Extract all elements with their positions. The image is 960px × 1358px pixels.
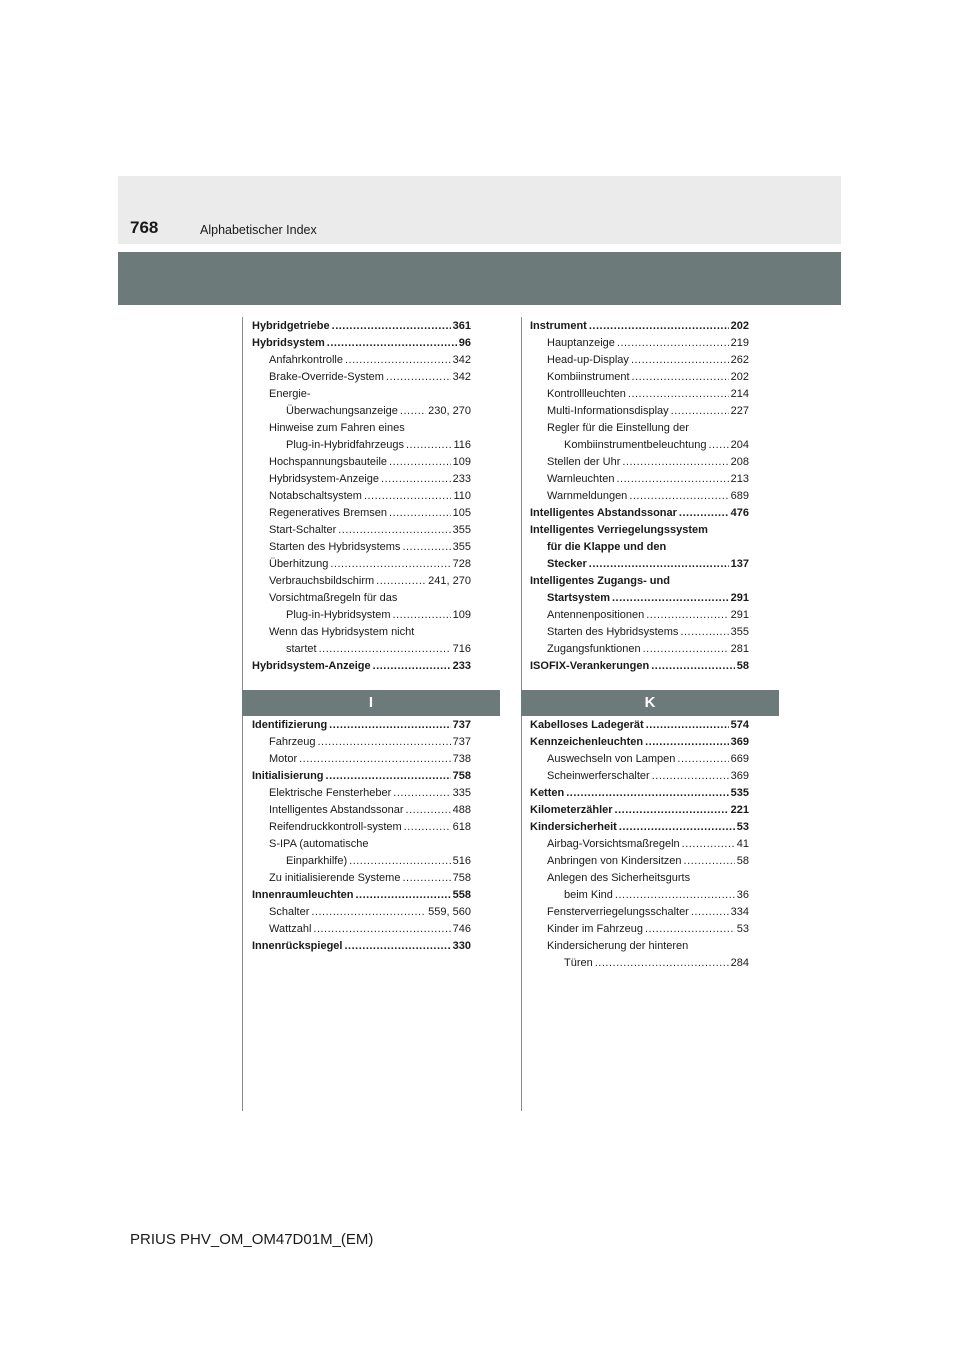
dot-leader (645, 921, 735, 938)
page-reference: 291 (730, 609, 749, 621)
page-reference: 716 (452, 643, 471, 655)
index-entry (530, 556, 749, 573)
page-reference: 516 (452, 855, 471, 867)
dot-leader (406, 437, 451, 454)
index-term: Hybridgetriebe (252, 320, 330, 332)
index-term: Startsystem (547, 592, 610, 604)
index-entry (252, 420, 471, 437)
page-reference: 53 (736, 821, 749, 833)
dot-leader (332, 318, 451, 335)
index-entry (530, 717, 749, 734)
page-reference: 281 (730, 643, 749, 655)
index-entry (252, 768, 471, 785)
page-reference: 369 (730, 736, 749, 748)
index-entry (530, 471, 749, 488)
index-column-right-top (530, 318, 749, 675)
index-entry (252, 921, 471, 938)
dot-leader (299, 751, 451, 768)
page-reference: 53 (736, 923, 749, 935)
dot-leader (622, 454, 728, 471)
index-entry (252, 853, 471, 870)
index-entry (530, 573, 749, 590)
index-entry (530, 751, 749, 768)
index-term: für die Klappe und den (547, 541, 667, 553)
index-term: Hinweise zum Fahren eines (269, 422, 405, 434)
dot-leader (595, 955, 729, 972)
page-reference: 738 (452, 753, 471, 765)
dot-leader (566, 785, 728, 802)
dot-leader (651, 658, 735, 675)
index-entry (252, 505, 471, 522)
dot-leader (381, 471, 451, 488)
page-reference: 476 (730, 507, 749, 519)
dot-leader (645, 734, 729, 751)
index-term: Anfahrkontrolle (269, 354, 343, 366)
index-entry (252, 386, 471, 403)
index-term: Intelligentes Verriegelungssystem (530, 524, 708, 536)
index-entry (252, 437, 471, 454)
index-term: Scheinwerferschalter (547, 770, 650, 782)
page-reference: 574 (730, 719, 749, 731)
index-entry (530, 335, 749, 352)
page-reference: 202 (730, 371, 749, 383)
page-reference: 737 (452, 736, 471, 748)
dot-leader (311, 904, 426, 921)
page-reference: 96 (458, 337, 471, 349)
index-entry (530, 505, 749, 522)
dot-leader (406, 802, 451, 819)
index-entry (530, 785, 749, 802)
dot-leader (326, 768, 451, 785)
index-column-left-top (252, 318, 471, 675)
index-entry (530, 539, 749, 556)
dot-leader (327, 335, 457, 352)
page-reference: 105 (452, 507, 471, 519)
index-term: Airbag-Vorsichtsmaßregeln (547, 838, 680, 850)
index-entry (252, 369, 471, 386)
dot-leader (684, 853, 735, 870)
page-reference: 214 (730, 388, 749, 400)
page-reference: 233 (452, 473, 471, 485)
index-entry (252, 887, 471, 904)
index-term: Innenraumleuchten (252, 889, 354, 901)
dot-leader (389, 454, 451, 471)
index-term: Kombiinstrument (547, 371, 630, 383)
index-entry (252, 734, 471, 751)
dot-leader (345, 352, 451, 369)
dot-leader (616, 471, 728, 488)
page-reference: 330 (452, 940, 471, 952)
index-entry (530, 734, 749, 751)
dot-leader (619, 819, 735, 836)
dot-leader (671, 403, 729, 420)
index-entry (252, 539, 471, 556)
dot-leader (646, 717, 729, 734)
index-entry (530, 386, 749, 403)
page-number: 768 (130, 218, 159, 237)
dot-leader (364, 488, 452, 505)
index-term: Hybridsystem-Anzeige (252, 660, 371, 672)
index-entry (530, 488, 749, 505)
index-entry (530, 887, 749, 904)
page-reference: 58 (736, 855, 749, 867)
index-term: Verbrauchsbildschirm (269, 575, 375, 587)
index-entry (252, 607, 471, 624)
page-reference: 36 (736, 889, 749, 901)
dot-leader (615, 887, 735, 904)
page-reference: 116 (453, 439, 471, 451)
page-reference: 728 (452, 558, 471, 570)
dot-leader (646, 607, 728, 624)
dot-leader (628, 386, 729, 403)
index-term: Brake-Override-System (269, 371, 384, 383)
index-term: startet (286, 643, 317, 655)
index-entry (530, 938, 749, 955)
index-term: Auswechseln von Lampen (547, 753, 676, 765)
index-entry (530, 955, 749, 972)
dot-leader (589, 318, 729, 335)
page-reference: 335 (452, 787, 471, 799)
index-term: Instrument (530, 320, 587, 332)
index-term: Kennzeichenleuchten (530, 736, 644, 748)
index-entry (530, 921, 749, 938)
index-entry (530, 819, 749, 836)
dot-leader (338, 522, 450, 539)
page-reference: 669 (730, 753, 749, 765)
index-entry (252, 785, 471, 802)
page-reference: 109 (452, 456, 471, 468)
page-reference: 58 (736, 660, 749, 672)
page-reference: 109 (452, 609, 471, 621)
index-entry (530, 522, 749, 539)
dot-leader (677, 751, 728, 768)
index-column-left-bottom (252, 717, 471, 955)
index-entry (530, 437, 749, 454)
page-reference: 535 (730, 787, 749, 799)
index-term: Start-Schalter (269, 524, 337, 536)
index-term: Intelligentes Abstandssonar (269, 804, 404, 816)
index-entry (252, 454, 471, 471)
index-entry (252, 938, 471, 955)
dot-leader (631, 352, 729, 369)
index-entry (252, 573, 471, 590)
index-entry (530, 802, 749, 819)
index-term: Elektrische Fensterheber (269, 787, 392, 799)
index-term: Starten des Hybridsystems (269, 541, 401, 553)
page-reference: 618 (452, 821, 471, 833)
index-term: Plug-in-Hybridfahrzeugs (286, 439, 404, 451)
index-entry (252, 870, 471, 887)
letter-heading-k: K (521, 690, 779, 716)
index-term: Kinder im Fahrzeug (547, 923, 643, 935)
index-entry (530, 870, 749, 887)
dot-leader (376, 573, 426, 590)
index-term: Schalter (269, 906, 310, 918)
letter-heading-i: I (242, 690, 500, 716)
index-term: Kabelloses Ladegerät (530, 719, 644, 731)
page-reference: 355 (730, 626, 749, 638)
dot-leader (313, 921, 450, 938)
index-term: Vorsichtmaßregeln für das (269, 592, 398, 604)
index-term: Hauptanzeige (547, 337, 615, 349)
index-term: Kilometerzähler (530, 804, 613, 816)
index-term: Starten des Hybridsystems (547, 626, 679, 638)
index-term: Einparkhilfe) (286, 855, 348, 867)
dot-leader (400, 403, 426, 420)
index-term: Fensterverriegelungsschalter (547, 906, 689, 918)
dot-leader (373, 658, 451, 675)
index-term: Motor (269, 753, 298, 765)
page-reference: 230, 270 (428, 405, 471, 417)
index-entry (252, 641, 471, 658)
index-entry (252, 335, 471, 352)
page-reference: 737 (452, 719, 471, 731)
dot-leader (691, 904, 729, 921)
index-entry (252, 717, 471, 734)
index-term: Energie- (269, 388, 311, 400)
dot-leader (402, 539, 450, 556)
page-reference: 233 (452, 660, 471, 672)
index-term: Warnleuchten (547, 473, 615, 485)
page-reference: 137 (730, 558, 749, 570)
index-entry (252, 751, 471, 768)
page-reference: 361 (452, 320, 471, 332)
index-term: Hochspannungsbauteile (269, 456, 388, 468)
page-reference: 221 (730, 804, 749, 816)
index-entry (530, 658, 749, 675)
index-term: Kindersicherung der hinteren (547, 940, 689, 952)
page-reference: 284 (730, 957, 749, 969)
header-dark-band (118, 252, 841, 305)
index-entry (252, 904, 471, 921)
page-reference: 559, 560 (428, 906, 471, 918)
index-entry (252, 488, 471, 505)
section-title: Alphabetischer Index (200, 223, 317, 237)
dot-leader (319, 641, 451, 658)
index-entry (530, 853, 749, 870)
page-reference: 241, 270 (428, 575, 471, 587)
index-term: Wenn das Hybridsystem nicht (269, 626, 415, 638)
index-term: Zu initialisierende Systeme (269, 872, 401, 884)
index-entry (252, 522, 471, 539)
index-column-right-bottom (530, 717, 749, 972)
page-reference: 758 (452, 872, 471, 884)
index-term: S-IPA (automatische (269, 838, 369, 850)
index-term: Initialisierung (252, 770, 324, 782)
dot-leader (389, 505, 451, 522)
index-term: Fahrzeug (269, 736, 316, 748)
dot-leader (355, 887, 450, 904)
index-term: beim Kind (564, 889, 613, 901)
page-reference: 355 (452, 524, 471, 536)
page-reference: 202 (730, 320, 749, 332)
page-reference: 110 (453, 490, 471, 502)
index-term: Überhitzung (269, 558, 329, 570)
page-reference: 227 (730, 405, 749, 417)
index-term: Anlegen des Sicherheitsgurts (547, 872, 691, 884)
page-reference: 291 (730, 592, 749, 604)
index-entry (252, 352, 471, 369)
dot-leader (330, 556, 450, 573)
index-entry (252, 471, 471, 488)
page-reference: 355 (452, 541, 471, 553)
page-reference: 689 (730, 490, 749, 502)
dot-leader (344, 938, 450, 955)
page-reference: 208 (730, 456, 749, 468)
index-term: Regeneratives Bremsen (269, 507, 388, 519)
page-reference: 204 (730, 439, 749, 451)
index-term: Reifendruckkontroll-system (269, 821, 402, 833)
dot-leader (632, 369, 729, 386)
dot-leader (643, 641, 729, 658)
dot-leader (617, 335, 729, 352)
index-term: Regler für die Einstellung der (547, 422, 689, 434)
dot-leader (679, 505, 729, 522)
index-term: Antennenpositionen (547, 609, 645, 621)
index-entry (530, 369, 749, 386)
dot-leader (402, 870, 450, 887)
index-term: Türen (564, 957, 593, 969)
dot-leader (612, 590, 729, 607)
page-reference: 342 (452, 354, 471, 366)
page-reference: 262 (730, 354, 749, 366)
index-entry (252, 403, 471, 420)
index-term: Intelligentes Zugangs- und (530, 575, 670, 587)
index-term: Plug-in-Hybridsystem (286, 609, 391, 621)
index-term: Intelligentes Abstandssonar (530, 507, 677, 519)
dot-leader (386, 369, 451, 386)
index-entry (252, 556, 471, 573)
index-term: Head-up-Display (547, 354, 629, 366)
page-reference: 41 (736, 838, 749, 850)
dot-leader (629, 488, 728, 505)
index-term: Warnmeldungen (547, 490, 628, 502)
index-entry (530, 318, 749, 335)
page-reference: 219 (730, 337, 749, 349)
dot-leader (393, 785, 450, 802)
index-term: Hybridsystem (252, 337, 325, 349)
index-term: Multi-Informationsdisplay (547, 405, 669, 417)
index-entry (530, 904, 749, 921)
index-entry (530, 420, 749, 437)
dot-leader (349, 853, 451, 870)
index-entry (530, 768, 749, 785)
index-term: Kindersicherheit (530, 821, 617, 833)
index-term: Zugangsfunktionen (547, 643, 641, 655)
page-reference: 746 (452, 923, 471, 935)
index-entry (530, 590, 749, 607)
dot-leader (652, 768, 729, 785)
dot-leader (317, 734, 450, 751)
dot-leader (615, 802, 729, 819)
dot-leader (680, 624, 728, 641)
index-entry (530, 403, 749, 420)
page-reference: 369 (730, 770, 749, 782)
dot-leader (404, 819, 451, 836)
dot-leader (393, 607, 451, 624)
dot-leader (708, 437, 728, 454)
index-term: Identifizierung (252, 719, 328, 731)
dot-leader (329, 717, 450, 734)
index-entry (252, 624, 471, 641)
index-entry (252, 802, 471, 819)
index-entry (252, 590, 471, 607)
page-reference: 334 (730, 906, 749, 918)
page-reference: 342 (452, 371, 471, 383)
index-entry (530, 352, 749, 369)
index-term: Kontrollleuchten (547, 388, 626, 400)
dot-leader (682, 836, 735, 853)
index-term: ISOFIX-Verankerungen (530, 660, 650, 672)
index-term: Stellen der Uhr (547, 456, 621, 468)
dot-leader (589, 556, 729, 573)
index-term: Wattzahl (269, 923, 312, 935)
index-entry (252, 658, 471, 675)
index-entry (252, 819, 471, 836)
index-entry (530, 641, 749, 658)
index-entry (530, 624, 749, 641)
index-term: Ketten (530, 787, 565, 799)
index-entry (530, 607, 749, 624)
index-term: Überwachungsanzeige (286, 405, 398, 417)
index-entry (252, 836, 471, 853)
page-reference: 213 (730, 473, 749, 485)
index-term: Kombiinstrumentbeleuchtung (564, 439, 707, 451)
index-entry (252, 318, 471, 335)
page-reference: 758 (452, 770, 471, 782)
index-term: Hybridsystem-Anzeige (269, 473, 380, 485)
index-term: Innenrückspiegel (252, 940, 343, 952)
index-term: Anbringen von Kindersitzen (547, 855, 682, 867)
index-term: Stecker (547, 558, 587, 570)
index-entry (530, 836, 749, 853)
index-entry (530, 454, 749, 471)
footer-document-code: PRIUS PHV_OM_OM47D01M_(EM) (130, 1231, 374, 1248)
page-reference: 488 (452, 804, 471, 816)
page-reference: 558 (452, 889, 471, 901)
index-term: Notabschaltsystem (269, 490, 362, 502)
